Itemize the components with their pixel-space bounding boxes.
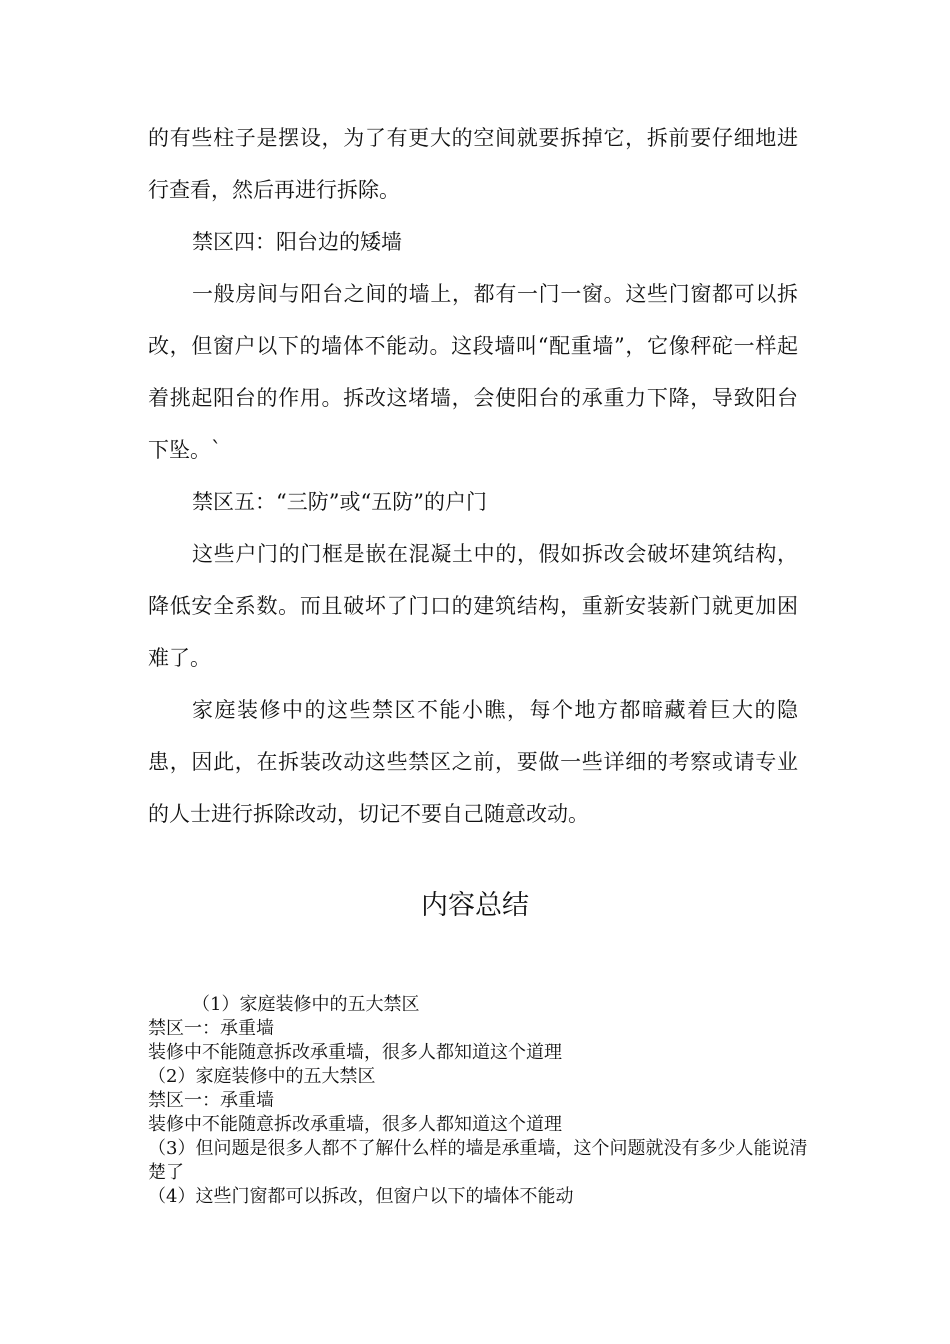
paragraph-balcony-wall: 一般房间与阳台之间的墙上，都有一门一窗。这些门窗都可以拆改，但窗户以下的墙体不能动。这段墙叫“配重墙”，它像秤砣一样起着挑起阳台的作用。拆改这堵墙，会使阳台的承重力下降，导致阳台下坠。` — [148, 282, 798, 462]
summary-line: （3）但问题是很多人都不了解什么样的墙是承重墙，这个问题就没有多少人能说清楚了 — [148, 1138, 808, 1183]
summary-line: 装修中不能随意拆改承重墙，很多人都知道这个道理 — [148, 1042, 562, 1063]
heading-zone-four: 禁区四：阳台边的矮墙 — [192, 230, 402, 254]
summary-title: 内容总结 — [421, 890, 529, 921]
summary-list — [148, 993, 808, 1209]
summary-line: （1）家庭装修中的五大禁区 — [192, 994, 420, 1015]
heading-zone-five: 禁区五：“三防”或“五防”的户门 — [192, 490, 487, 514]
summary-line: 禁区一：承重墙 — [148, 1018, 274, 1039]
summary-line: （2）家庭装修中的五大禁区 — [148, 1066, 376, 1087]
paragraph-conclusion: 家庭装修中的这些禁区不能小瞧，每个地方都暗藏着巨大的隐患，因此，在拆装改动这些禁区之前，要做一些详细的考察或请专业的人士进行拆除改动，切记不要自己随意改动。 — [148, 698, 798, 826]
summary-line: 装修中不能随意拆改承重墙，很多人都知道这个道理 — [148, 1114, 562, 1135]
summary-line: 禁区一：承重墙 — [148, 1090, 274, 1111]
body-text — [148, 112, 798, 840]
summary-line: （4）这些门窗都可以拆改，但窗户以下的墙体不能动 — [148, 1186, 574, 1207]
paragraph-continued: 的有些柱子是摆设，为了有更大的空间就要拆掉它，拆前要仔细地进行查看，然后再进行拆除。 — [148, 126, 798, 202]
paragraph-entry-door: 这些户门的门框是嵌在混凝土中的，假如拆改会破坏建筑结构，降低安全系数。而且破坏了门口的建筑结构，重新安装新门就更加困难了。 — [148, 542, 798, 670]
